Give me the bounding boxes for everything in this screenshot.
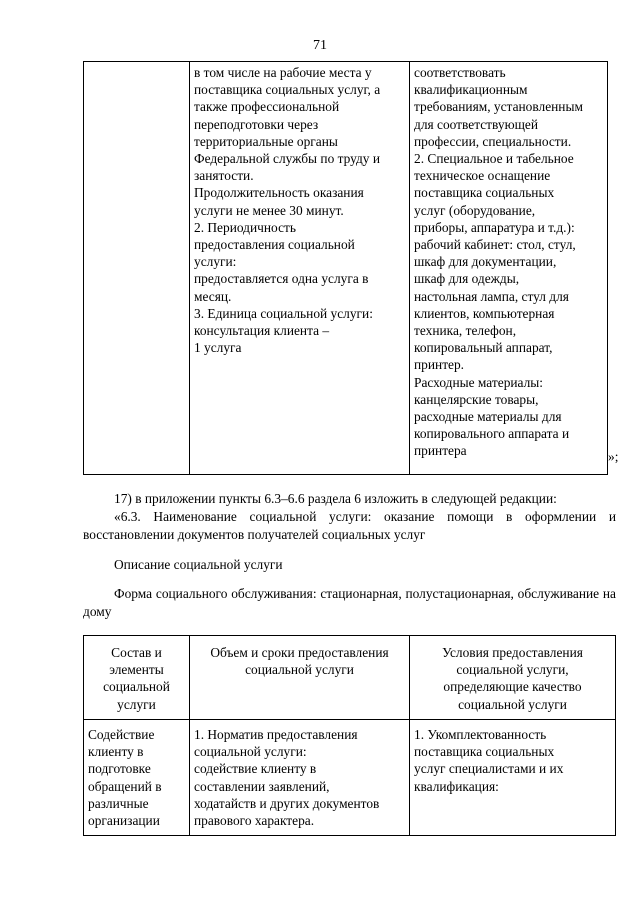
table1-col2-line: переподготовки через — [194, 116, 319, 132]
header-composition — [84, 636, 190, 720]
table1-col3-line: для соответствующей — [414, 116, 538, 132]
header-conditions — [410, 636, 616, 720]
table1-col2-line: 2. Периодичность — [194, 219, 296, 235]
table1-cell-volume — [190, 62, 410, 475]
table1-col3-line: рабочий кабинет: стол, стул, — [414, 237, 576, 253]
table1-col2-line: месяц. — [194, 288, 232, 304]
table1-col2-line: предоставляется одна услуга в — [194, 271, 369, 287]
table1-col2-line: в том числе на рабочие места у — [194, 65, 372, 80]
header-line: социальной — [103, 679, 170, 695]
cell-line: Содействие — [88, 727, 155, 742]
table1-col3-line: профессии, специальности. — [414, 133, 572, 149]
table1-col3-line: шкаф для документации, — [414, 254, 557, 270]
header-line: элементы — [109, 662, 164, 678]
table1-col2-line: Продолжительность оказания — [194, 185, 364, 201]
cell-line: 1. Укомплектованность — [414, 727, 547, 742]
header-line: социальной услуги, — [456, 662, 569, 678]
cell-line: обращений в — [88, 778, 162, 794]
cell-line: различные — [88, 795, 149, 811]
cell-line: правового характера. — [194, 813, 315, 829]
header-line: социальной услуги — [458, 696, 567, 712]
table1-col3-line: принтер. — [414, 357, 465, 373]
header-line: Условия предоставления — [442, 645, 583, 660]
table1-col2-line: консультация клиента – — [194, 323, 330, 339]
page-number: 71 — [313, 38, 327, 53]
table1-col3-line: Расходные материалы: — [414, 374, 544, 390]
header-volume — [190, 636, 410, 720]
cell-line: 1. Норматив предоставления — [194, 727, 358, 742]
table1-col2-line: 1 услуга — [194, 340, 242, 356]
paragraph-17: 17) в приложении пункты 6.3–6.6 раздела 6 изложить в следующей редакции: — [114, 491, 557, 506]
service-table — [83, 635, 616, 836]
table1-col3-line: шкаф для одежды, — [414, 271, 520, 287]
continued-table — [83, 61, 608, 475]
table1-col3-line: расходные материалы для — [414, 409, 562, 425]
paragraph-6-3: «6.3. Наименование социальной услуги: оказание помощи в оформлении и восстановлении документов получателей социальных услуг — [83, 509, 616, 542]
closing-quote: »; — [608, 449, 619, 464]
table1-cell-conditions — [410, 62, 608, 475]
table1-col3-line: 2. Специальное и табельное — [414, 151, 574, 167]
table1-col2-line: услуги не менее 30 минут. — [194, 202, 344, 218]
table1-col3-line: настольная лампа, стул для — [414, 288, 569, 304]
header-line: определяющие качество — [443, 679, 582, 695]
cell-line: клиенту в — [88, 744, 144, 760]
table1-col3-line: техника, телефон, — [414, 323, 517, 339]
row-composition — [84, 720, 190, 836]
table1-col3-line: канцелярские товары, — [414, 391, 539, 407]
table1-col2-line: 3. Единица социальной услуги: — [194, 305, 373, 321]
table1-col3-line: поставщика социальных — [414, 185, 555, 201]
table1-col3-line: техническое оснащение — [414, 168, 551, 184]
table1-col3-line: услуг (оборудование, — [414, 202, 536, 218]
table1-col3-line: принтера — [414, 443, 467, 459]
table1-col3-line: квалификационным — [414, 82, 528, 98]
header-line: Состав и — [111, 645, 162, 660]
table1-col2-line: территориальные органы — [194, 133, 338, 149]
table1-col3-line: копировальный аппарат, — [414, 340, 553, 356]
cell-line: организации — [88, 813, 160, 829]
header-line: социальной услуги — [245, 662, 354, 678]
service-form-paragraph: Форма социального обслуживания: стационарная, полустационарная, обслуживание на дому — [83, 586, 616, 619]
table1-col3-line: соответствовать — [414, 65, 506, 80]
cell-line: квалификация: — [414, 778, 499, 794]
cell-line: социальной услуги: — [194, 744, 307, 760]
cell-line: услуг специалистами и их — [414, 761, 564, 777]
cell-line: ходатайств и других документов — [194, 795, 380, 811]
table1-col2-line: услуги: — [194, 254, 237, 270]
table1-cell-empty — [84, 62, 190, 475]
cell-line: содействие клиенту в — [194, 761, 317, 777]
cell-line: составлении заявлений, — [194, 778, 330, 794]
table1-col2-line: Федеральной службы по труду и — [194, 151, 381, 167]
table1-col2-line: предоставления социальной — [194, 237, 355, 253]
table1-col3-line: требованиям, установленным — [414, 99, 583, 115]
row-conditions — [410, 720, 616, 836]
table1-col2-line: поставщика социальных услуг, а — [194, 82, 381, 98]
header-line: Объем и сроки предоставления — [210, 645, 389, 660]
table1-col2-line: также профессиональной — [194, 99, 340, 115]
table1-col2-line: занятости. — [194, 168, 254, 184]
header-line: услуги — [117, 696, 156, 712]
table1-col3-line: приборы, аппаратура и т.д.): — [414, 219, 575, 235]
row-volume — [190, 720, 410, 836]
cell-line: подготовке — [88, 761, 151, 777]
section-heading: Описание социальной услуги — [114, 557, 283, 572]
table1-col3-line: копировального аппарата и — [414, 426, 570, 442]
table1-col3-line: клиентов, компьютерная — [414, 305, 555, 321]
cell-line: поставщика социальных — [414, 744, 555, 760]
